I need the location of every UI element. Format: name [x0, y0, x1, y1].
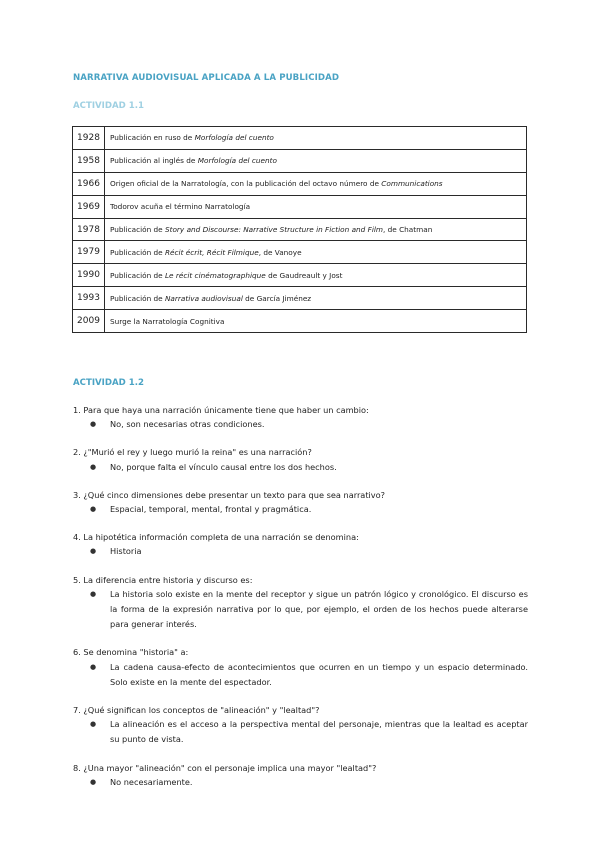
question-list — [73, 403, 528, 803]
bullet-icon: ● — [90, 547, 97, 556]
question-item — [73, 530, 528, 559]
event-text-suffix: de García Jiménez — [242, 293, 312, 303]
timeline-row — [73, 241, 527, 264]
timeline-event — [105, 172, 527, 195]
answer-item — [73, 544, 528, 559]
event-text: Publicación de — [110, 293, 165, 303]
answer-text: No necesariamente. — [110, 776, 193, 787]
answer-item — [73, 717, 528, 747]
question-item — [73, 761, 528, 790]
timeline-event — [105, 195, 527, 218]
event-title-italic: Story and Discourse: Narrative Structure in Fiction and Film — [164, 225, 383, 234]
timeline-row — [73, 310, 527, 333]
question-item — [73, 573, 528, 633]
timeline-row — [73, 149, 527, 172]
question-text: 5. La diferencia entre historia y discurso es: — [73, 574, 253, 585]
timeline-row — [73, 264, 527, 287]
timeline-row — [73, 195, 527, 218]
timeline-year: 1993 — [73, 287, 105, 310]
timeline-year: 2009 — [73, 310, 105, 333]
timeline-event — [105, 264, 527, 287]
bullet-icon: ● — [90, 505, 97, 514]
event-title-italic: Narrativa audiovisual — [164, 293, 243, 303]
timeline-row — [73, 172, 527, 195]
document-title: NARRATIVA AUDIOVISUAL APLICADA A LA PUBLICIDAD — [73, 73, 340, 83]
bullet-icon: ● — [90, 589, 97, 598]
answer-text: Historia — [110, 546, 142, 557]
question-text: 8. ¿Una mayor "alineación" con el personaje implica una mayor "lealtad"? — [73, 762, 377, 773]
event-text: Publicación al inglés de — [110, 156, 198, 166]
question-item — [73, 445, 528, 474]
event-text: Publicación de — [110, 247, 165, 257]
timeline-year: 1958 — [73, 149, 105, 172]
question-item — [73, 703, 528, 748]
event-title-italic: Communications — [381, 179, 443, 189]
event-text-suffix: , de Vanoye — [258, 247, 302, 257]
question-text: 2. ¿"Murió el rey y luego murió la reina" es una narración? — [73, 447, 312, 458]
event-title-italic: Morfología del cuento — [194, 133, 274, 143]
event-text: Surge la Narratología Cognitiva — [110, 316, 225, 326]
timeline-year: 1966 — [73, 172, 105, 195]
question-text: 4. La hipotética información completa de una narración se denomina: — [73, 532, 359, 543]
answer-text: La cadena causa-efecto de acontecimientos que ocurren en un tiempo y un espacio determinado. Solo existe en la mente del espectador. — [110, 661, 528, 687]
question-text: 3. ¿Qué cinco dimensiones debe presentar un texto para que sea narrativo? — [73, 489, 386, 500]
timeline-event — [105, 287, 527, 310]
question-text: 1. Para que haya una narración únicamente tiene que haber un cambio: — [73, 405, 369, 415]
timeline-year: 1979 — [73, 241, 105, 264]
answer-item — [73, 660, 528, 690]
question-item — [73, 645, 528, 690]
answer-item — [73, 417, 528, 432]
timeline-row — [73, 127, 527, 150]
question-text: 7. ¿Qué significan los conceptos de "alineación" y "lealtad"? — [73, 705, 320, 716]
question-item — [73, 488, 528, 517]
event-text: Origen oficial de la Narratología, con la publicación del octavo número de — [110, 179, 382, 189]
answer-text: La alineación es el acceso a la perspectiva mental del personaje, mientras que la lealtad es aceptar su punto de vista. — [110, 719, 528, 745]
answer-item — [73, 502, 528, 517]
timeline-event — [105, 149, 527, 172]
event-text: Publicación en ruso de — [110, 133, 195, 143]
answer-text: La historia solo existe en la mente del receptor y sigue un patrón lógico y cronológico. El discurso es la forma de la expresión narrativa por lo que, por ejemplo, el orden de los hechos puede alterarse para generar interés. — [110, 588, 528, 630]
timeline-event — [105, 310, 527, 333]
activity-1-2-heading: ACTIVIDAD 1.2 — [73, 378, 144, 388]
answer-item — [73, 587, 528, 633]
event-title-italic: Récit écrit, Récit Filmique — [164, 247, 259, 257]
timeline-row — [73, 287, 527, 310]
answer-text: No, son necesarias otras condiciones. — [110, 419, 265, 430]
event-text: Publicación de — [110, 225, 165, 234]
timeline-table — [72, 126, 527, 333]
answer-item — [73, 460, 528, 475]
timeline-year: 1978 — [73, 218, 105, 241]
bullet-icon: ● — [90, 420, 97, 429]
event-text-suffix: de Gaudreault y Jost — [265, 270, 343, 280]
timeline-year: 1928 — [73, 127, 105, 150]
answer-text: No, porque falta el vínculo causal entre los dos hechos. — [110, 461, 337, 472]
event-text: Todorov acuña el término Narratología — [110, 202, 251, 212]
bullet-icon: ● — [90, 777, 97, 786]
timeline-year: 1969 — [73, 195, 105, 218]
bullet-icon: ● — [90, 462, 97, 471]
event-title-italic: Le récit cinématographique — [164, 270, 266, 280]
timeline-row — [73, 218, 527, 241]
bullet-icon: ● — [90, 720, 97, 729]
activity-1-1-heading: ACTIVIDAD 1.1 — [73, 101, 144, 111]
question-item — [73, 403, 528, 432]
answer-text: Espacial, temporal, mental, frontal y pragmática. — [110, 504, 312, 515]
event-text: Publicación de — [110, 270, 165, 280]
event-text-suffix: , de Chatman — [382, 225, 433, 234]
timeline-year: 1990 — [73, 264, 105, 287]
answer-item — [73, 775, 528, 790]
timeline-event — [105, 127, 527, 150]
bullet-icon: ● — [90, 662, 97, 671]
timeline-event — [105, 218, 527, 241]
event-title-italic: Morfología del cuento — [197, 156, 277, 166]
timeline-event — [105, 241, 527, 264]
question-text: 6. Se denomina "historia" a: — [73, 647, 189, 658]
